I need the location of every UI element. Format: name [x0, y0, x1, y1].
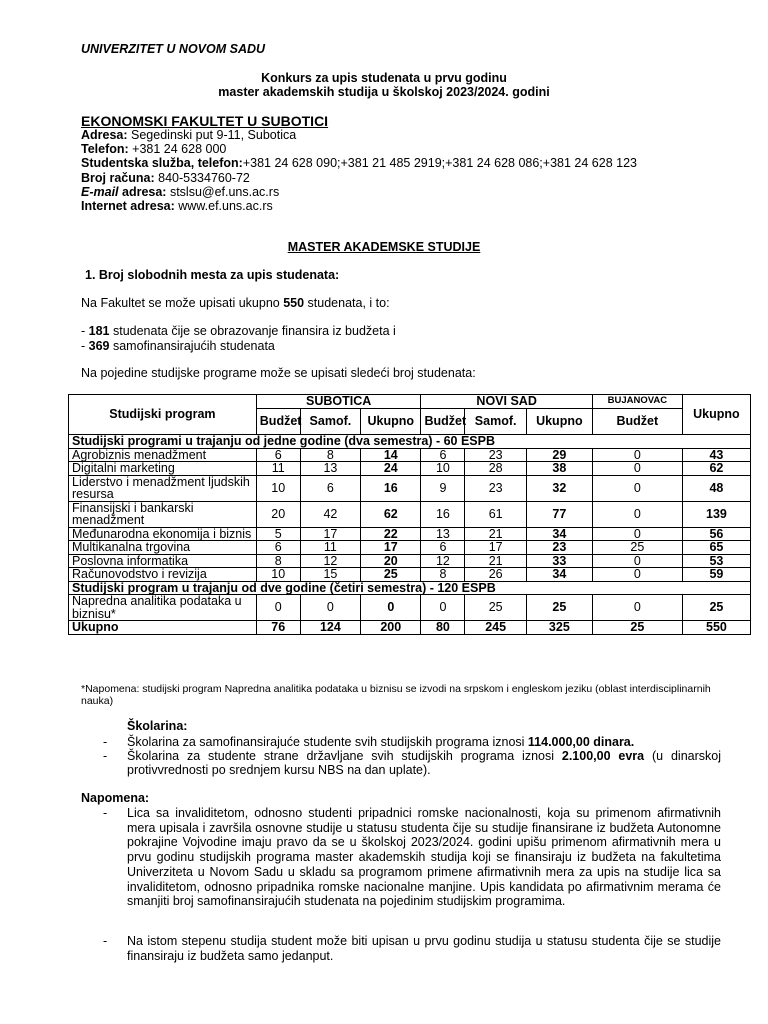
skolarina-item-1-amount: 114.000,00 dinara. [527, 735, 635, 749]
cell: 48 [682, 475, 750, 501]
cell: 25 [592, 621, 682, 635]
cell: 38 [526, 462, 592, 476]
list-item: - Na istom stepenu studija student može biti upisan u prvu godinu studija u statusu studenta čije se studije finansiraju iz budžeta samo jedanput. [103, 934, 721, 963]
section-label: Studijski programi u trajanju od jedne godine (dva semestra) - 60 ESPB [69, 435, 751, 449]
cell: 20 [361, 554, 421, 568]
cell: 33 [526, 554, 592, 568]
intro-text-b: studenata, i to: [304, 296, 390, 310]
table-row [69, 554, 751, 568]
col-bujanovac: BUJANOVAC [592, 395, 682, 409]
section-title: MASTER AKADEMSKE STUDIJE [287, 240, 481, 254]
cell: 42 [300, 501, 360, 527]
skolarina-item-2-amount: 2.100,00 evra [561, 749, 645, 763]
sub-samof: Samof. [465, 409, 526, 435]
cell: 20 [256, 501, 300, 527]
cell: 6 [256, 448, 300, 462]
program-name: Multikanalna trgovina [69, 541, 257, 555]
cell: 61 [465, 501, 526, 527]
faculty-contact-block [81, 128, 637, 213]
quota-budget: - 181 studenata čije se obrazovanje finansira iz budžeta i [81, 324, 396, 338]
office-line [81, 156, 637, 170]
cell: 200 [361, 621, 421, 635]
cell: 62 [361, 501, 421, 527]
skolarina-item-2-note: (u dinarskoj protivvrednosti po srednjem kursu NBS na dan uplate). [127, 749, 721, 777]
office-value: +381 24 628 090;+381 21 485 2919;+381 24 628 086;+381 24 628 123 [242, 156, 637, 171]
cell: 13 [300, 462, 360, 476]
cell: 8 [421, 568, 465, 582]
email-value[interactable]: stslsu@ef.uns.ac.rs [166, 184, 280, 199]
table-row [69, 475, 751, 501]
web-value[interactable]: www.ef.uns.ac.rs [174, 199, 273, 214]
list-item: - Školarina za studente strane državljane svih studijskih programa iznosi 2.100,00 evra (u dinarskoj protivvrednosti po srednjem kursu NBS na dan uplate). [103, 749, 721, 777]
cell: 25 [526, 595, 592, 621]
cell: 0 [592, 475, 682, 501]
cell: 13 [421, 527, 465, 541]
napomena-item-2-text: Na istom stepenu studija student može biti upisan u prvu godinu studija u statusu studenta čije se studije finansiraju iz budžeta samo jedanput. [127, 934, 721, 963]
cell: 34 [526, 568, 592, 582]
konkurs-line-1: Konkurs za upis studenata u prvu godinu [261, 71, 507, 85]
table-row [69, 541, 751, 555]
table-row [69, 501, 751, 527]
cell: 6 [256, 541, 300, 555]
col-program: Studijski program [69, 395, 257, 435]
cell: 15 [300, 568, 360, 582]
cell: 0 [592, 595, 682, 621]
cell: 56 [682, 527, 750, 541]
list-item: - Lica sa invaliditetom, odnosno studenti pripadnici romske nacionalnosti, koja su primenom afirmativnih mera upisala i završila osnovne studije u statusu studenta čije su studije finansirane iz budžeta Autonomne pokrajine Vojvodine imaju pravo da se u školskoj 2023/2024. godini upišu primenom afirmativnih mera u prvu godinu studijskih programa master akademskih studija koji se finansiraju iz budžeta na fakultetima Univerziteta u Novom Sadu u skladu sa programom primene afirmativnih mera za upis na studije lica sa invaliditetom, odnosno pripadnika romske nacionalne manjine. Upis kandidata po afirmativnim merama će smanjiti broj samofinansirajućih studenata na pojedinim studijskim programima. [103, 806, 721, 909]
cell: 6 [300, 475, 360, 501]
cell: 0 [300, 595, 360, 621]
total-label: Ukupno [69, 621, 257, 635]
cell: 16 [361, 475, 421, 501]
cell: 0 [592, 462, 682, 476]
program-name: Računovodstvo i revizija [69, 568, 257, 582]
list-item: - Školarina za samofinansirajuće studente svih studijskih programa iznosi 114.000,00 dinara. [103, 735, 635, 749]
cell: 10 [256, 475, 300, 501]
col-ukupno-total: Ukupno [682, 395, 750, 435]
account-line [81, 171, 637, 185]
cell: 21 [465, 554, 526, 568]
konkurs-line-2: master akademskih studija u školskoj 2023/2024. godini [218, 85, 550, 99]
skolarina-item-2-text: Školarina za studente strane državljane svih studijskih programa iznosi [127, 749, 562, 763]
program-name: Agrobiznis menadžment [69, 448, 257, 462]
quota-self: - 369 samofinansirajućih studenata [81, 338, 275, 353]
table-row [69, 448, 751, 462]
cell: 12 [421, 554, 465, 568]
cell: 0 [592, 448, 682, 462]
cell: 80 [421, 621, 465, 635]
cell: 53 [682, 554, 750, 568]
intro-paragraph [81, 296, 390, 311]
cell: 325 [526, 621, 592, 635]
cell: 17 [361, 541, 421, 555]
cell: 23 [465, 448, 526, 462]
web-label: Internet adresa: [81, 199, 175, 214]
table-row [69, 462, 751, 476]
sub-budzet: Budžet [592, 409, 682, 435]
quota-list [81, 324, 396, 353]
cell: 124 [300, 621, 360, 635]
program-name: Digitalni marketing [69, 462, 257, 476]
cell: 14 [361, 448, 421, 462]
cell: 32 [526, 475, 592, 501]
cell: 25 [361, 568, 421, 582]
cell: 0 [592, 501, 682, 527]
phone-label: Telefon: [81, 142, 129, 157]
cell: 10 [421, 462, 465, 476]
quota-budget-num: 181 [88, 324, 110, 338]
phone-line [81, 142, 637, 156]
napomena-item-1 [81, 806, 721, 909]
cell: 76 [256, 621, 300, 635]
cell: 16 [421, 501, 465, 527]
cell: 25 [682, 595, 750, 621]
napomena-item-2 [81, 934, 721, 963]
cell: 65 [682, 541, 750, 555]
intro-text-a: Na Fakultet se može upisati ukupno [81, 296, 284, 310]
section-1-heading: 1. Broj slobodnih mesta za upis studenata: [85, 268, 340, 282]
napomena-heading: Napomena: [81, 791, 150, 805]
section-row [69, 581, 751, 595]
program-name: Liderstvo i menadžment ljudskih resursa [69, 475, 257, 501]
total-row [69, 621, 751, 635]
cell: 11 [256, 462, 300, 476]
table-row [69, 568, 751, 582]
cell: 43 [682, 448, 750, 462]
cell: 34 [526, 527, 592, 541]
cell: 6 [421, 448, 465, 462]
skolarina-item-1-text: Školarina za samofinansirajuće studente svih studijskih programa iznosi [127, 735, 528, 749]
cell: 5 [256, 527, 300, 541]
cell: 0 [256, 595, 300, 621]
cell: 22 [361, 527, 421, 541]
program-name: Napredna analitika podataka u biznisu* [69, 595, 257, 621]
account-label: Broj računa: [81, 170, 155, 185]
sub-samof: Samof. [300, 409, 360, 435]
program-name: Finansijski i bankarski menadžment [69, 501, 257, 527]
phone-value: +381 24 628 000 [128, 142, 227, 157]
sub-budzet: Budžet [256, 409, 300, 435]
cell: 59 [682, 568, 750, 582]
cell: 0 [421, 595, 465, 621]
web-line [81, 199, 637, 213]
cell: 17 [465, 541, 526, 555]
cell: 24 [361, 462, 421, 476]
program-name: Poslovna informatika [69, 554, 257, 568]
email-label: E-mail [81, 184, 119, 199]
col-novisad: NOVI SAD [421, 395, 592, 409]
konkurs-heading [0, 71, 768, 99]
table-lead: Na pojedine studijske programe može se upisati sledeći broj studenata: [81, 366, 476, 380]
cell: 139 [682, 501, 750, 527]
col-subotica: SUBOTICA [256, 395, 421, 409]
napomena-item-1-text: Lica sa invaliditetom, odnosno studenti pripadnici romske nacionalnosti, koja su primenom afirmativnih mera upisala i završila osnovne studije u statusu studenta čije su studije finansirane iz budžeta Autonomne pokrajine Vojvodine imaju pravo da se u školskoj 2023/2024. godini upišu primenom afirmativnih mera u prvu godinu studijskih programa master akademskih studija koji se finansiraju iz budžeta na fakultetima Univerziteta u Novom Sadu u skladu sa programom primene afirmativnih mera za upis na studije lica sa invaliditetom, odnosno pripadnika romske nacionalne manjine. Upis kandidata po afirmativnim merama će smanjiti broj samofinansirajućih studenata na pojedinim studijskim programima. [127, 806, 721, 909]
section-row [69, 435, 751, 449]
cell: 10 [256, 568, 300, 582]
program-name: Međunarodna ekonomija i biznis [69, 527, 257, 541]
skolarina-heading: Školarina: [127, 719, 188, 733]
cell: 25 [465, 595, 526, 621]
cell: 0 [592, 554, 682, 568]
cell: 11 [300, 541, 360, 555]
cell: 245 [465, 621, 526, 635]
address-label: Adresa: [81, 128, 128, 142]
enrollment-table [68, 394, 751, 635]
cell: 6 [421, 541, 465, 555]
cell: 8 [300, 448, 360, 462]
cell: 21 [465, 527, 526, 541]
table-row [69, 527, 751, 541]
quota-self-num: 369 [88, 338, 110, 353]
cell: 12 [300, 554, 360, 568]
sub-ukupno: Ukupno [526, 409, 592, 435]
table-row [69, 595, 751, 621]
cell: 23 [526, 541, 592, 555]
faculty-name: EKONOMSKI FAKULTET U SUBOTICI [81, 113, 329, 129]
address-value: Segedinski put 9-11, Subotica [127, 128, 297, 142]
cell: 23 [465, 475, 526, 501]
cell: 550 [682, 621, 750, 635]
cell: 26 [465, 568, 526, 582]
cell: 29 [526, 448, 592, 462]
quota-budget-text: studenata čije se obrazovanje finansira iz budžeta i [109, 324, 396, 338]
cell: 0 [592, 527, 682, 541]
quota-self-text: samofinansirajućih studenata [109, 338, 275, 353]
office-label: Studentska služba, telefon: [81, 156, 243, 171]
account-value: 840-5334760-72 [154, 170, 250, 185]
skolarina-list [81, 735, 721, 777]
footnote: *Napomena: studijski program Napredna analitika podataka u biznisu se izvodi na srpskom i engleskom jeziku (oblast interdisciplinarnih nauka) [81, 683, 711, 707]
cell: 17 [300, 527, 360, 541]
sub-ukupno: Ukupno [361, 409, 421, 435]
cell: 0 [592, 568, 682, 582]
section-label: Studijski program u trajanju od dve godine (četiri semestra) - 120 ESPB [69, 581, 751, 595]
address-line [81, 128, 637, 142]
cell: 62 [682, 462, 750, 476]
intro-total: 550 [283, 296, 305, 310]
cell: 8 [256, 554, 300, 568]
cell: 25 [592, 541, 682, 555]
sub-budzet: Budžet [421, 409, 465, 435]
cell: 9 [421, 475, 465, 501]
email-label-2: adresa: [118, 184, 167, 199]
cell: 0 [361, 595, 421, 621]
university-title: UNIVERZITET U NOVOM SADU [81, 42, 266, 56]
cell: 77 [526, 501, 592, 527]
cell: 28 [465, 462, 526, 476]
email-line [81, 185, 637, 199]
